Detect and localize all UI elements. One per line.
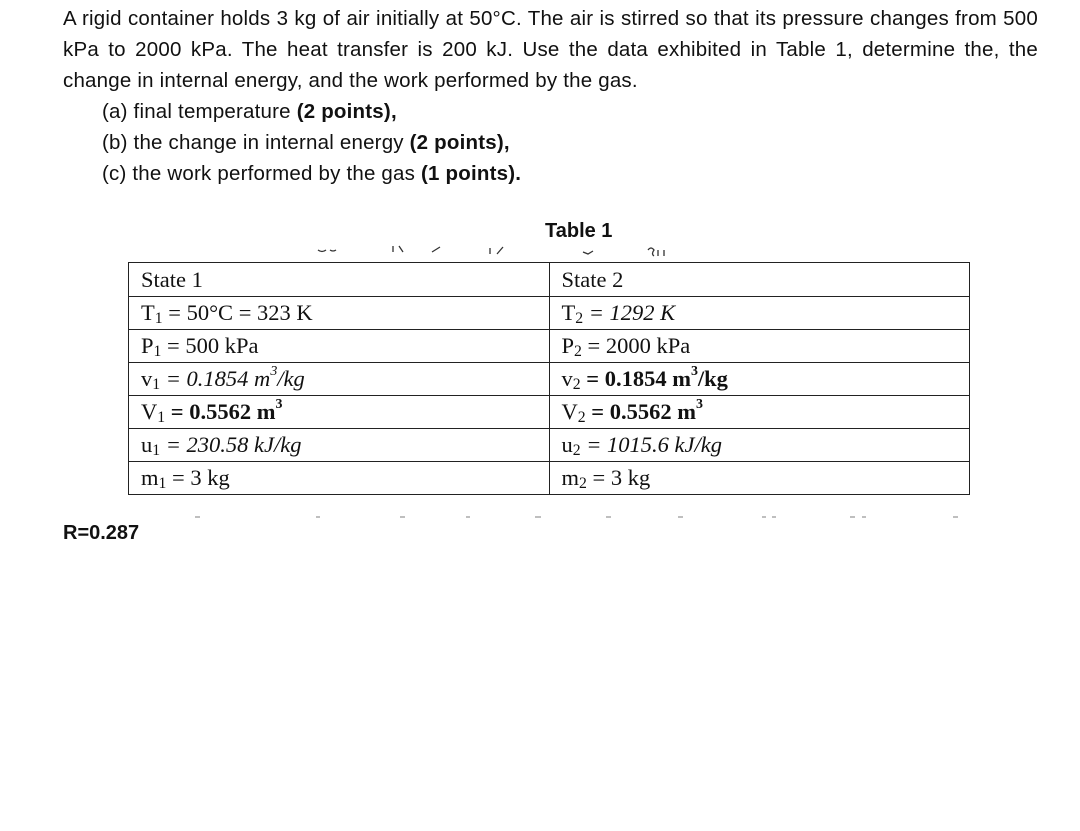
part-c-points: (1 points): [421, 162, 516, 185]
state-2-specific-volume: $v_2 = 0.1854$ $m^3/kg$: [549, 363, 970, 396]
table-caption: Table 1: [545, 220, 613, 242]
state-1-internal-energy: $u_1 = 230.58$ kJ/kg: [129, 429, 550, 462]
table-row-mass: [129, 462, 970, 495]
table-row-pressure: [129, 330, 970, 363]
table-row-temperature: [129, 297, 970, 330]
state-2-volume: $V_2 = 0.5562$ $m^3$: [549, 396, 970, 429]
table-row-internal-energy: [129, 429, 970, 462]
part-c: (c) the work performed by the gas (1 points).: [102, 162, 522, 185]
problem-intro: A rigid container holds 3 kg of air initially at 50°C. The air is stirred so that its pressure changes from 500 kPa to 2000 kPa. The heat transfer is 200 kJ. Use the data exhibited in Table 1, determine the, the change in internal energy, and the work performed by the gas.: [63, 7, 1038, 92]
state-table: [128, 262, 970, 495]
gas-constant-note: R=0.287: [63, 522, 140, 544]
state-1-header: State 1: [129, 263, 550, 297]
state-2-temperature: $T_2 = 1292$ K: [549, 297, 970, 330]
state-1-temperature: $T_1 = 50^\circ C = 323$ K: [129, 297, 550, 330]
table-row-volume: [129, 396, 970, 429]
state-2-header: State 2: [549, 263, 970, 297]
part-b-points: (2 points): [409, 131, 504, 154]
part-a-points: (2 points): [296, 100, 391, 123]
state-2-pressure: $P_2 = 2000$ kPa: [549, 330, 970, 363]
state-1-mass: $m_1 = 3$ kg: [129, 462, 550, 495]
state-1-pressure: $P_1 = 500$ kPa: [129, 330, 550, 363]
state-2-mass: $m_2 = 3$ kg: [549, 462, 970, 495]
table-row-specific-volume: [129, 363, 970, 396]
state-2-internal-energy: $u_2 = 1015.6$ kJ/kg: [549, 429, 970, 462]
part-b: (b) the change in internal energy (2 points),: [102, 131, 510, 154]
state-1-specific-volume: $v_1 = 0.1854$ $m^3/kg$: [129, 363, 550, 396]
state-1-volume: $V_1 = 0.5562$ $m^3$: [129, 396, 550, 429]
part-a: (a) final temperature (2 points),: [102, 100, 397, 123]
table-header-row: [129, 263, 970, 297]
